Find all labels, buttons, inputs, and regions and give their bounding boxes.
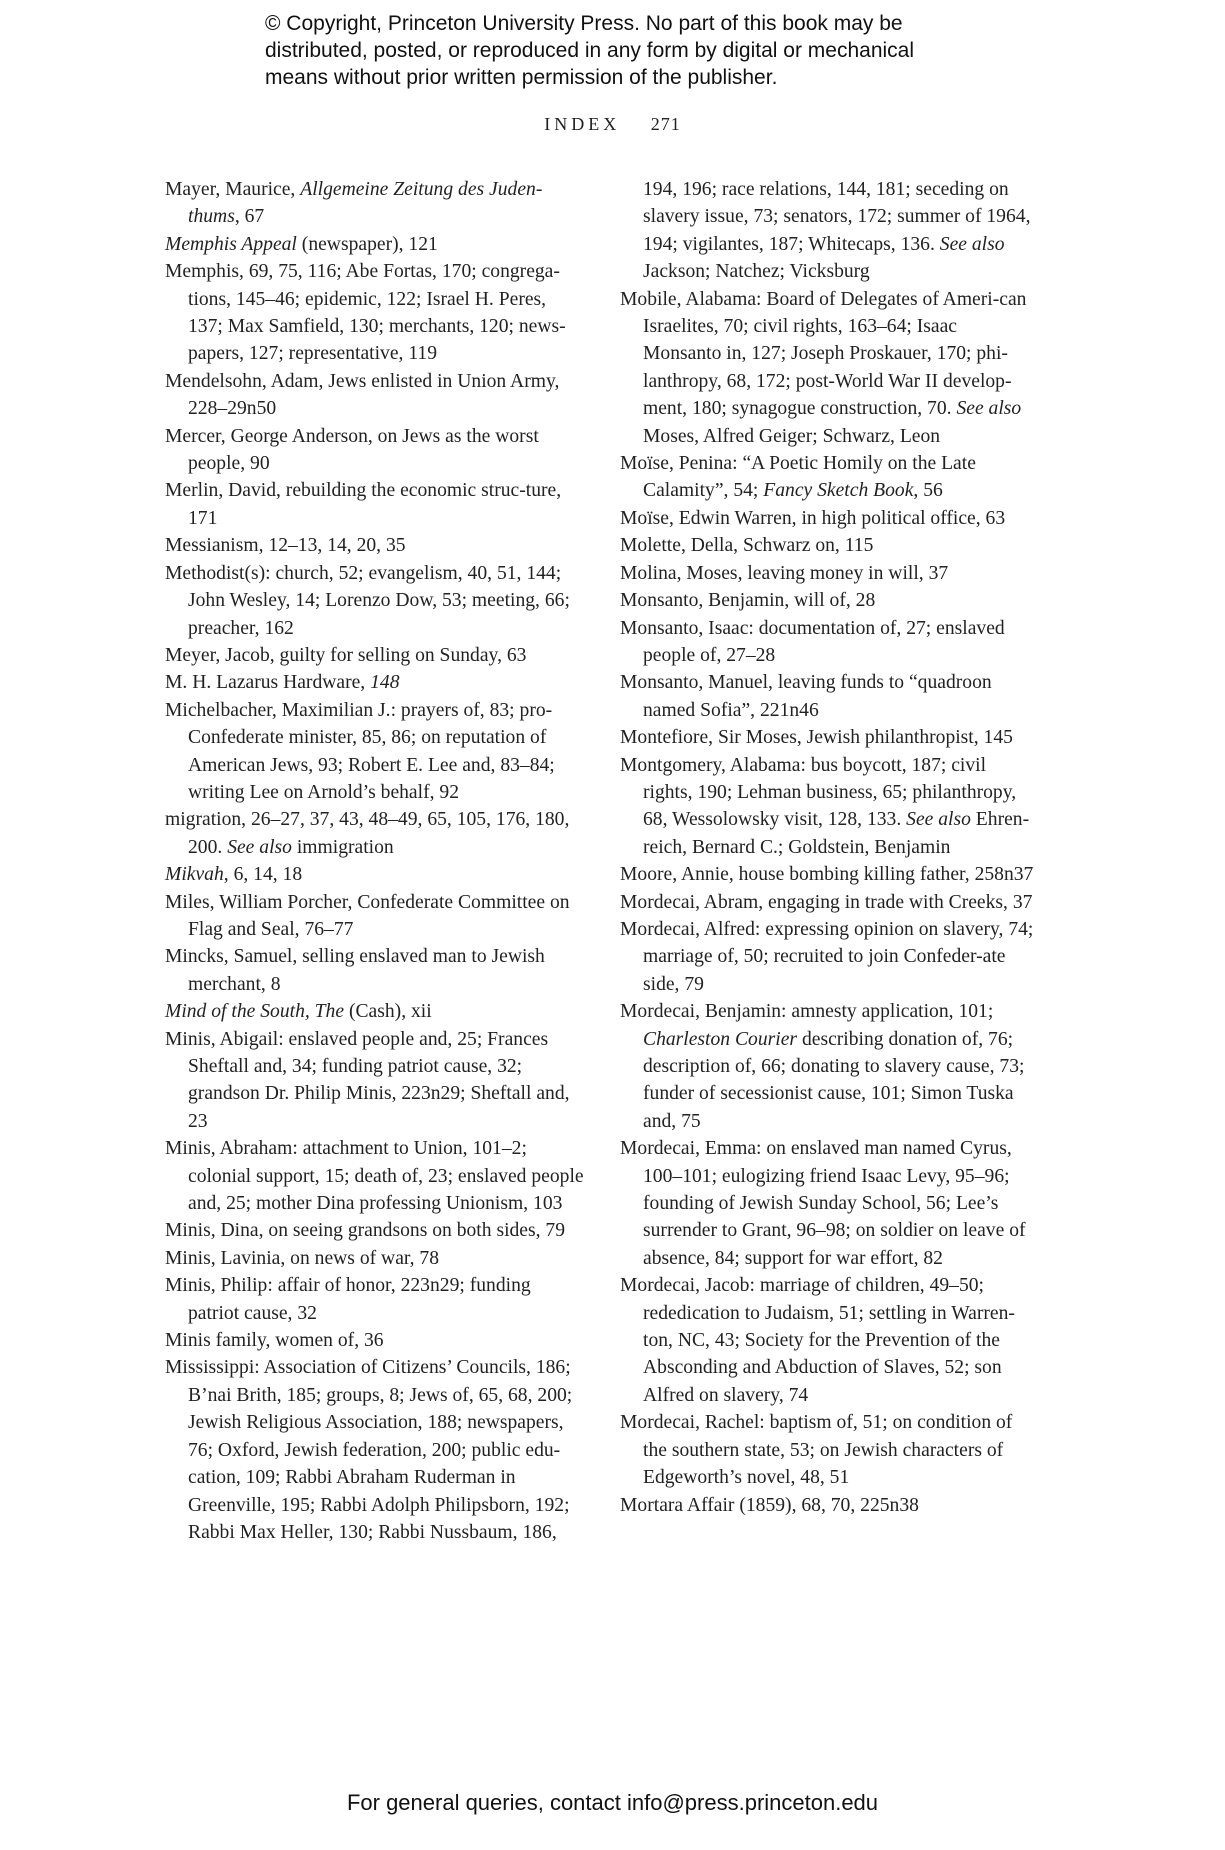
index-entry: Memphis, 69, 75, 116; Abe Fortas, 170; congrega-tions, 145–46; epidemic, 122; Israel H. Peres, 137; Max Samfield, 130; merchants, 120; news-papers, 127; representative, 119 xyxy=(165,261,566,365)
index-entry: Mobile, Alabama: Board of Delegates of Ameri-can Israelites, 70; civil rights, 163–64; Isaac Monsanto in, 127; Joseph Proskauer, 170; phi-lanthropy, 68, 172; post-World War II develop-ment, 180; synagogue construction, 70. See also Moses, Alfred Geiger; Schwarz, Leon xyxy=(620,288,1027,447)
index-entry: Molina, Moses, leaving money in will, 37 xyxy=(620,562,949,584)
index-entry: Mordecai, Alfred: expressing opinion on slavery, 74; marriage of, 50; recruited to join Confeder-ate side, 79 xyxy=(620,918,1034,995)
index-column-left xyxy=(165,176,585,1546)
index-entry: Molette, Della, Schwarz on, 115 xyxy=(620,535,874,557)
running-head xyxy=(0,114,1225,135)
index-entry: Michelbacher, Maximilian J.: prayers of, 83; pro-Confederate minister, 85, 86; on reputation of American Jews, 93; Robert E. Lee and, 83–84; writing Lee on Arnold’s behalf, 92 xyxy=(165,699,555,803)
index-entry: Mississippi: Association of Citizens’ Councils, 186; B’nai Brith, 185; groups, 8; Jews of, 65, 68, 200; Jewish Religious Association, 188; newspapers, 76; Oxford, Jewish federation, 200; public edu-cation, 109; Rabbi Abraham Ruderman in Greenville, 195; Rabbi Adolph Philipsborn, 192; Rabbi Max Heller, 130; Rabbi Nussbaum, 186, xyxy=(165,1357,573,1543)
index-entry: 194, 196; race relations, 144, 181; seceding on slavery issue, 73; senators, 172; summer of 1964, 194; vigilantes, 187; Whitecaps, 136. See also Jackson; Natchez; Vicksburg xyxy=(643,179,1031,283)
index-entry: Minis, Philip: affair of honor, 223n29; funding patriot cause, 32 xyxy=(165,1275,531,1324)
index-entry: M. H. Lazarus Hardware, 148 xyxy=(165,672,400,694)
index-entry: Monsanto, Benjamin, will of, 28 xyxy=(620,590,876,612)
copyright-line-3: means without prior written permission of the publisher. xyxy=(265,66,778,89)
index-entry: Minis, Dina, on seeing grandsons on both sides, 79 xyxy=(165,1220,566,1242)
index-entry: Mikvah, 6, 14, 18 xyxy=(165,864,303,886)
index-entry: Minis, Abigail: enslaved people and, 25; Frances Sheftall and, 34; funding patriot cause, 32; grandson Dr. Philip Minis, 223n29; Sheftall and, 23 xyxy=(165,1028,570,1132)
index-entry: Mordecai, Benjamin: amnesty application, 101; Charleston Courier describing donation of, 76; description of, 66; donating to slavery cause, 73; funder of secessionist cause, 101; Simon Tuska and, 75 xyxy=(620,1001,1025,1132)
index-entry: Moïse, Edwin Warren, in high political office, 63 xyxy=(620,507,1006,529)
index-entry: Mind of the South, The (Cash), xii xyxy=(165,1001,432,1023)
index-entry: Moïse, Penina: “A Poetic Homily on the Late Calamity”, 54; Fancy Sketch Book, 56 xyxy=(620,453,976,502)
index-entry: Merlin, David, rebuilding the economic struc-ture, 171 xyxy=(165,480,562,529)
index-entry: Mordecai, Rachel: baptism of, 51; on condition of the southern state, 53; on Jewish characters of Edgeworth’s novel, 48, 51 xyxy=(620,1412,1013,1489)
index-entry: Mayer, Maurice, Allgemeine Zeitung des Juden-thums, 67 xyxy=(165,179,543,228)
footer-contact: For general queries, contact info@press.princeton.edu xyxy=(346,1790,879,1815)
index-entry: Monsanto, Manuel, leaving funds to “quadroon named Sofia”, 221n46 xyxy=(620,672,992,721)
index-entry: Mincks, Samuel, selling enslaved man to Jewish merchant, 8 xyxy=(165,946,545,995)
index-entry: Mordecai, Abram, engaging in trade with Creeks, 37 xyxy=(620,891,1033,913)
running-head-title: INDEX xyxy=(544,114,621,134)
copyright-line-2: distributed, posted, or reproduced in any form by digital or mechanical xyxy=(265,39,915,62)
index-entry: Memphis Appeal (newspaper), 121 xyxy=(165,233,438,255)
index-entry: Meyer, Jacob, guilty for selling on Sunday, 63 xyxy=(165,644,527,666)
index-entry: Minis, Abraham: attachment to Union, 101–2; colonial support, 15; death of, 23; enslaved people and, 25; mother Dina professing Unionism, 103 xyxy=(165,1138,584,1215)
index-entry: Montgomery, Alabama: bus boycott, 187; civil rights, 190; Lehman business, 65; philanthropy, 68, Wessolowsky visit, 128, 133. See also Ehren-reich, Bernard C.; Goldstein, Benjamin xyxy=(620,754,1030,858)
index-entry: Minis family, women of, 36 xyxy=(165,1330,384,1352)
copyright-notice xyxy=(265,10,1025,91)
index-entry: Monsanto, Isaac: documentation of, 27; enslaved people of, 27–28 xyxy=(620,617,1005,666)
index-entry: Montefiore, Sir Moses, Jewish philanthropist, 145 xyxy=(620,727,1013,749)
index-entry: Mortara Affair (1859), 68, 70, 225n38 xyxy=(620,1494,919,1516)
index-entry: migration, 26–27, 37, 43, 48–49, 65, 105, 176, 180, 200. See also immigration xyxy=(165,809,570,858)
index-entry: Mendelsohn, Adam, Jews enlisted in Union Army, 228–29n50 xyxy=(165,370,560,420)
index-column-right xyxy=(620,176,1040,1519)
index-entry: Mordecai, Emma: on enslaved man named Cyrus, 100–101; eulogizing friend Isaac Levy, 95–96; founding of Jewish Sunday School, 56; Lee’s surrender to Grant, 96–98; on soldier on leave of absence, 84; support for war effort, 82 xyxy=(620,1138,1026,1269)
index-entry: Miles, William Porcher, Confederate Committee on Flag and Seal, 76–77 xyxy=(165,891,570,940)
index-entry: Messianism, 12–13, 14, 20, 35 xyxy=(165,535,406,557)
page-number: 271 xyxy=(650,114,681,134)
copyright-line-1: © Copyright, Princeton University Press. No part of this book may be xyxy=(265,12,903,35)
index-entry: Moore, Annie, house bombing killing father, 258n37 xyxy=(620,864,1034,886)
index-entry: Mordecai, Jacob: marriage of children, 49–50; rededication to Judaism, 51; settling in Warren-ton, NC, 43; Society for the Prevention of the Absconding and Abduction of Slaves, 52; son Alfred on slavery, 74 xyxy=(620,1275,1015,1406)
index-entry: Minis, Lavinia, on news of war, 78 xyxy=(165,1247,440,1269)
index-entry: Mercer, George Anderson, on Jews as the worst people, 90 xyxy=(165,425,539,475)
index-entry: Methodist(s): church, 52; evangelism, 40, 51, 144; John Wesley, 14; Lorenzo Dow, 53; meeting, 66; preacher, 162 xyxy=(165,562,570,639)
